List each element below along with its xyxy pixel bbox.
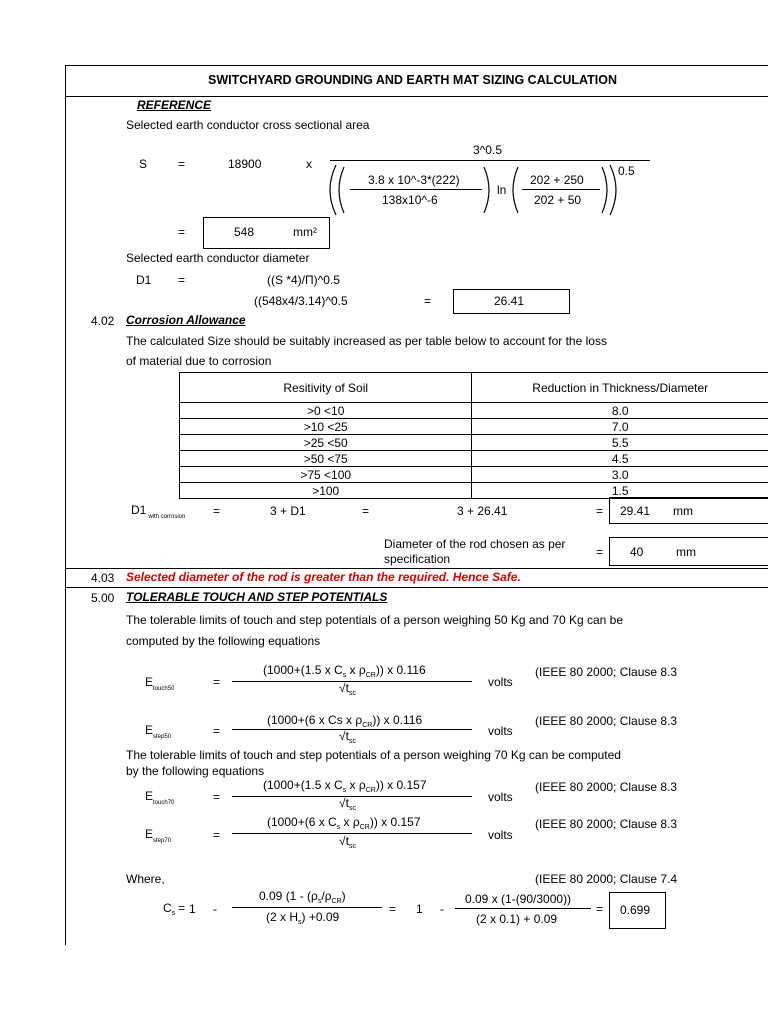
e-letter: E: [145, 827, 154, 841]
table-header-reduction: Reduction in Thickness/Diameter: [472, 373, 768, 403]
sc-subscript: sc: [348, 805, 356, 812]
cs-denominator-2: (2 x 0.1) + 0.09: [476, 912, 558, 926]
table-cell-reduction: 8.0: [472, 403, 768, 419]
table-cell-soil: >10 <25: [180, 419, 472, 435]
volts-label: volts: [488, 675, 513, 689]
e-touch50-numerator: [263, 663, 426, 679]
table-cell-reduction: 3.0: [472, 467, 768, 483]
cs-label: [163, 901, 185, 917]
table-cell-soil: >50 <75: [180, 451, 472, 467]
diameter-formula: ((S *4)/Π)^0.5: [267, 273, 340, 287]
section-number-403: 4.03: [91, 571, 115, 585]
left-border: [65, 65, 66, 945]
section-divider-2: [65, 587, 768, 588]
e-touch50-label: [145, 675, 174, 692]
e-letter: E: [145, 675, 154, 689]
cs-value: 0.699: [620, 903, 651, 917]
coefficient: 18900: [228, 157, 262, 171]
d1c-label-text: D1: [131, 503, 147, 517]
ieee-reference: (IEEE 80 2000; Clause 8.3: [535, 780, 678, 794]
table-header-soil: Resitivity of Soil: [180, 373, 472, 403]
area-unit: mm²: [293, 225, 317, 239]
diameter-description: Selected earth conductor diameter: [126, 251, 310, 265]
sqrt-symbol: √: [339, 729, 346, 743]
cs-num-a: 0.09 (1 - (ρ: [259, 889, 318, 903]
sqrt-symbol: √: [339, 834, 346, 848]
equals: =: [178, 901, 186, 915]
table-cell-soil: >0 <10: [180, 403, 472, 419]
formula-start: (1000+(1.5 x C: [263, 778, 343, 792]
s-subscript: s: [342, 787, 347, 794]
main-fraction-bar: [330, 160, 650, 161]
equals-sign-6: =: [362, 504, 370, 518]
e-touch70-subscript: touch70: [153, 800, 175, 806]
table-cell-reduction: 4.5: [472, 451, 768, 467]
s-subscript: s: [342, 672, 347, 679]
equals-sign-12: =: [213, 828, 221, 842]
parentheses-group: [322, 163, 632, 219]
equals-sign: =: [178, 157, 186, 171]
e-touch70-denominator: [339, 796, 356, 812]
top-border: [65, 65, 768, 66]
cs-num-c: ): [341, 889, 346, 903]
inner-denominator: 138x10^-6: [382, 193, 438, 207]
cs-den-b: ) +0.09: [301, 910, 340, 924]
corrosion-table: [179, 372, 768, 499]
corrosion-text-2: of material due to corrosion: [126, 354, 272, 368]
area-description: Selected earth conductor cross sectional area: [126, 118, 370, 132]
e-letter: E: [145, 723, 154, 737]
rod-value: 40: [630, 545, 644, 559]
table-cell-reduction: 5.5: [472, 435, 768, 451]
one-2: 1: [416, 902, 423, 916]
equals-sign-3: =: [178, 273, 186, 287]
section-number-402: 4.02: [91, 314, 115, 328]
e-touch50-subscript: touch50: [153, 686, 175, 692]
table-cell-soil: >100: [180, 483, 472, 499]
safe-statement: Selected diameter of the rod is greater than the required. Hence Safe.: [126, 570, 521, 584]
c-letter: C: [163, 901, 172, 915]
x-rho: x ρ: [346, 663, 366, 677]
equals-sign-4: =: [424, 294, 432, 308]
equals-sign-9: =: [213, 675, 221, 689]
sc-subscript: sc: [348, 690, 356, 697]
sqrt-symbol: √: [339, 796, 346, 810]
x-rho: x ρ: [346, 778, 366, 792]
sc-subscript: sc: [348, 843, 356, 850]
cs-fraction-bar: [232, 907, 382, 908]
power-exponent: 0.5: [618, 164, 635, 178]
cs-den-a: (2 x H: [266, 910, 299, 924]
d1c-label: [131, 503, 185, 520]
s-subscript: s: [336, 824, 341, 831]
cs-num-b: /ρ: [321, 889, 332, 903]
table-cell-reduction: 1.5: [472, 483, 768, 499]
tolerable-text-2: computed by the following equations: [126, 634, 321, 648]
e-step70-denominator: [339, 834, 356, 850]
inner-fraction-bar: [350, 189, 482, 190]
cs-numerator: [259, 889, 346, 905]
volts-label: volts: [488, 790, 513, 804]
ieee-reference: (IEEE 80 2000; Clause 8.3: [535, 665, 678, 679]
equals-sign-10: =: [213, 724, 221, 738]
e-step70-label: [145, 827, 171, 844]
cr-subscript: CR: [359, 824, 370, 831]
rod-description-2: specification: [384, 552, 451, 566]
tolerable-text-3: The tolerable limits of touch and step potentials of a person weighing 70 Kg can be computed: [126, 748, 621, 762]
minus-1: -: [213, 902, 217, 916]
formula-start: (1000+(1.5 x C: [263, 663, 343, 677]
equals-sign-11: =: [213, 790, 221, 804]
cs-denominator: [266, 910, 339, 926]
cr-subscript: CR: [365, 672, 376, 679]
page-title: SWITCHYARD GROUNDING AND EARTH MAT SIZING CALCULATION: [208, 73, 618, 87]
x-rho: x ρ: [340, 815, 360, 829]
d1c-value: 29.41: [620, 504, 651, 518]
equals-sign-5: =: [213, 504, 221, 518]
e-touch70-numerator: [263, 778, 427, 794]
equals-sign-2: =: [178, 225, 186, 239]
diameter-value: 26.41: [494, 294, 525, 308]
t-letter: t: [345, 681, 349, 695]
e-step70-subscript: step70: [153, 838, 172, 844]
d1-label: D1: [136, 273, 152, 287]
formula-tail: )) x 0.157: [375, 778, 427, 792]
sc-subscript: sc: [348, 738, 356, 745]
d1c-formula: 3 + D1: [270, 504, 306, 518]
one-1: 1: [189, 902, 196, 916]
ln-denominator: 202 + 50: [534, 193, 582, 207]
volts-label: volts: [488, 828, 513, 842]
cr-subscript: CR: [331, 898, 342, 905]
d1c-subscript: with corrosion: [148, 514, 186, 520]
section-divider-1: [65, 568, 768, 569]
table-cell-soil: >75 <100: [180, 467, 472, 483]
formula-tail: )) x 0.116: [372, 713, 423, 727]
ln-fraction-bar: [522, 189, 600, 190]
corrosion-heading: Corrosion Allowance: [126, 313, 246, 327]
ieee-reference: (IEEE 80 2000; Clause 8.3: [535, 714, 678, 728]
tolerable-text-1: The tolerable limits of touch and step potentials of a person weighing 50 Kg and 70 Kg can be: [126, 613, 623, 627]
table-cell-reduction: 7.0: [472, 419, 768, 435]
formula-start: (1000+(6 x Cs x ρ: [267, 713, 363, 727]
e-step50-denominator: [339, 729, 356, 745]
e-step50-label: [145, 723, 171, 740]
equals-sign-14: =: [596, 902, 604, 916]
ln-numerator: 202 + 250: [530, 173, 584, 187]
e-letter: E: [145, 789, 154, 803]
formula-tail: )) x 0.157: [369, 815, 421, 829]
tolerable-text-4: by the following equations: [126, 764, 265, 778]
formula-tail: )) x 0.116: [375, 663, 426, 677]
table-cell-soil: >25 <50: [180, 435, 472, 451]
inner-numerator: 3.8 x 10^-3*(222): [368, 173, 460, 187]
where-label: Where,: [126, 872, 165, 886]
ln-label: ln: [497, 183, 507, 197]
cr-subscript: CR: [362, 722, 373, 729]
times-sign: x: [306, 157, 312, 171]
title-divider: [65, 96, 768, 97]
cs-fraction-bar-2: [455, 908, 591, 909]
reference-heading: REFERENCE: [137, 98, 212, 112]
tolerable-heading: TOLERABLE TOUCH AND STEP POTENTIALS: [126, 590, 388, 604]
d1c-unit: mm: [673, 504, 693, 518]
t-letter: t: [345, 834, 349, 848]
volts-label: volts: [488, 724, 513, 738]
equals-sign-8: =: [596, 545, 604, 559]
d1c-substitution: 3 + 26.41: [457, 504, 508, 518]
equals-sign-7: =: [596, 504, 604, 518]
t-letter: t: [345, 796, 349, 810]
e-step70-numerator: [267, 815, 421, 831]
ieee-reference-74: (IEEE 80 2000; Clause 7.4: [535, 872, 678, 886]
e-step50-numerator: [267, 713, 422, 729]
main-numerator: 3^0.5: [473, 143, 502, 157]
e-touch70-label: [145, 789, 174, 806]
diameter-substitution: ((548x4/3.14)^0.5: [254, 294, 348, 308]
e-step50-subscript: step50: [153, 734, 172, 740]
e-touch50-denominator: [339, 681, 356, 697]
formula-start: (1000+(6 x C: [267, 815, 337, 829]
s-label: S: [139, 157, 148, 171]
corrosion-text-1: The calculated Size should be suitably increased as per table below to account for the loss: [126, 334, 607, 348]
t-letter: t: [345, 729, 349, 743]
sqrt-symbol: √: [339, 681, 346, 695]
s-subscript: s: [171, 910, 176, 917]
s-subscript: s: [317, 898, 322, 905]
area-value: 548: [234, 225, 255, 239]
s-subscript: s: [298, 919, 302, 926]
minus-2: -: [440, 902, 444, 916]
rod-unit: mm: [676, 545, 696, 559]
cr-subscript: CR: [365, 787, 376, 794]
equals-sign-13: =: [389, 902, 397, 916]
cs-numerator-2: 0.09 x (1-(90/3000)): [465, 892, 572, 906]
ieee-reference: (IEEE 80 2000; Clause 8.3: [535, 817, 678, 831]
rod-description-1: Diameter of the rod chosen as per: [384, 537, 566, 551]
section-number-500: 5.00: [91, 591, 115, 605]
